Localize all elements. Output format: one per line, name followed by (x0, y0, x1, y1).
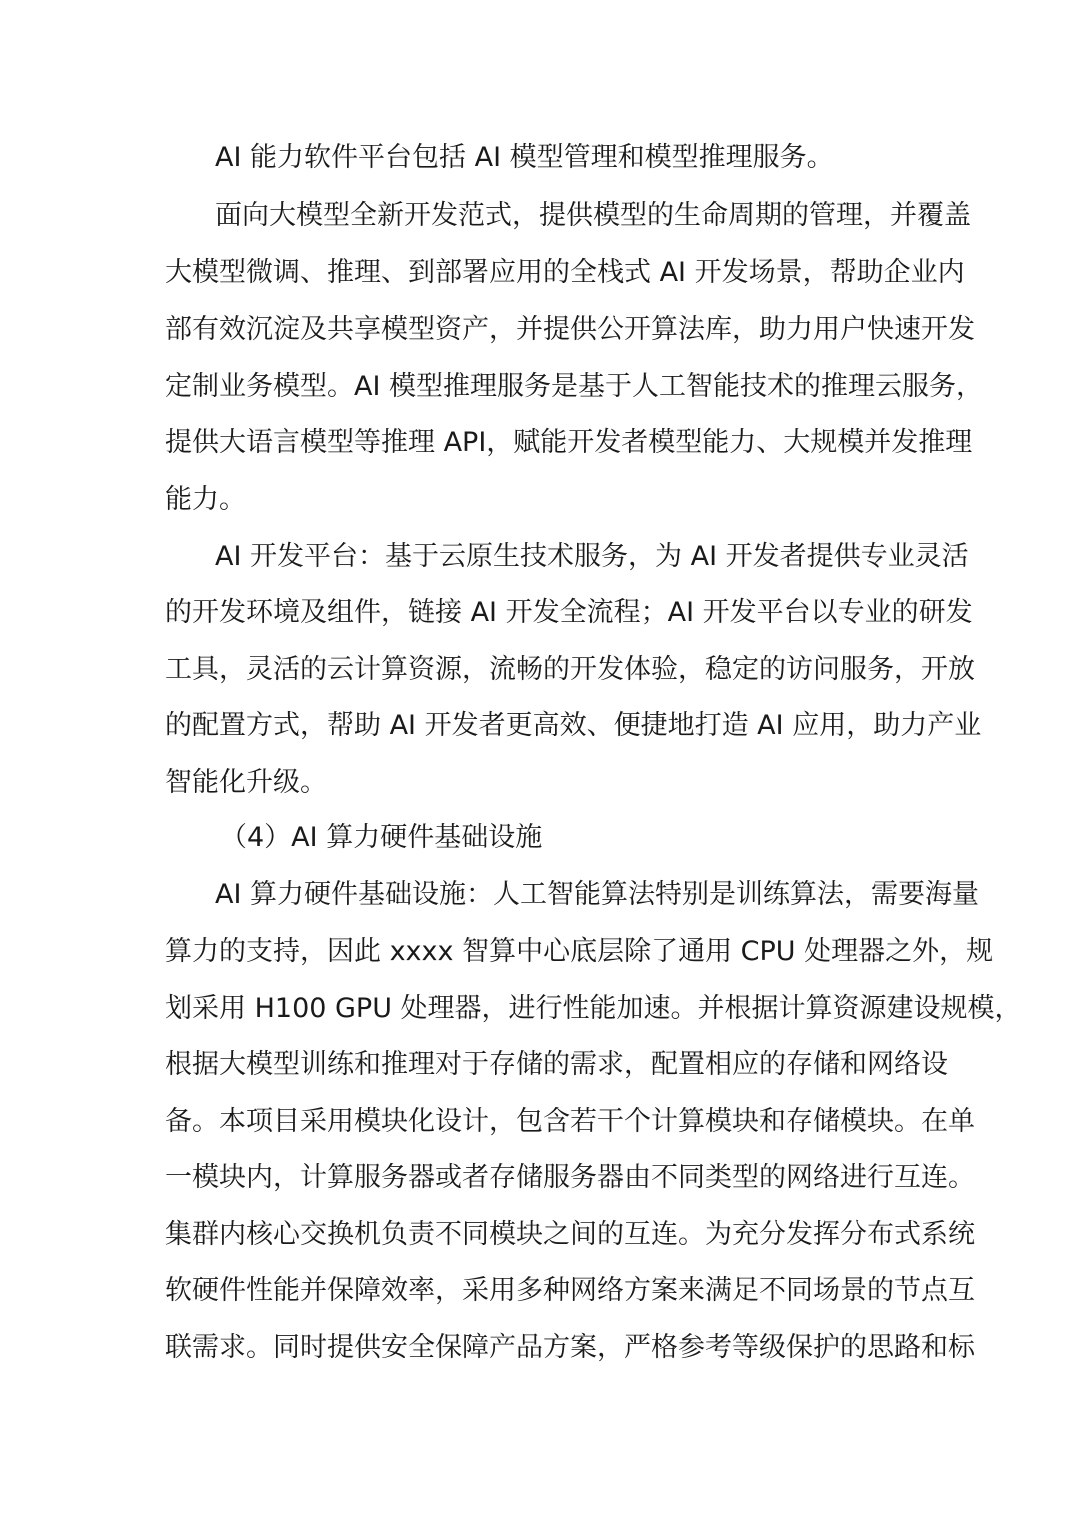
text-line: 集群内核心交换机负责不同模块之间的互连。为充分发挥分布式系统 (165, 1219, 975, 1250)
text-line: 的开发环境及组件，链接 AI 开发全流程；AI 开发平台以专业的研发 (165, 597, 973, 628)
text-line: AI 能力软件平台包括 AI 模型管理和模型推理服务。 (215, 142, 834, 173)
text-line: 能力。 (165, 484, 246, 515)
text-line: 面向大模型全新开发范式，提供模型的生命周期的管理，并覆盖 (215, 200, 971, 231)
text-line: 备。本项目采用模块化设计，包含若干个计算模块和存储模块。在单 (165, 1106, 975, 1137)
text-line: 提供大语言模型等推理 API，赋能开发者模型能力、大规模并发推理 (165, 427, 973, 458)
text-line: 软硬件性能并保障效率，采用多种网络方案来满足不同场景的节点互 (165, 1275, 975, 1306)
text-line: AI 开发平台：基于云原生技术服务，为 AI 开发者提供专业灵活 (215, 541, 969, 572)
text-line: 定制业务模型。AI 模型推理服务是基于人工智能技术的推理云服务， (165, 371, 984, 402)
text-line: 工具，灵活的云计算资源，流畅的开发体验，稳定的访问服务，开放 (165, 654, 975, 685)
text-line: 算力的支持，因此 xxxx 智算中心底层除了通用 CPU 处理器之外，规 (165, 936, 994, 967)
text-line: 根据大模型训练和推理对于存储的需求，配置相应的存储和网络设 (165, 1049, 948, 1080)
text-line: 划采用 H100 GPU 处理器，进行性能加速。并根据计算资源建设规模， (165, 993, 1022, 1024)
text-line: 联需求。同时提供安全保障产品方案，严格参考等级保护的思路和标 (165, 1332, 975, 1363)
text-line: 部有效沉淀及共享模型资产，并提供公开算法库，助力用户快速开发 (165, 314, 975, 345)
text-line: 的配置方式，帮助 AI 开发者更高效、便捷地打造 AI 应用，助力产业 (165, 710, 982, 741)
text-line: AI 算力硬件基础设施：人工智能算法特别是训练算法，需要海量 (215, 879, 980, 910)
text-line: 大模型微调、推理、到部署应用的全栈式 AI 开发场景，帮助企业内 (165, 257, 965, 288)
section-heading: （4）AI 算力硬件基础设施 (220, 822, 543, 853)
text-line: 智能化升级。 (165, 767, 327, 798)
text-line: 一模块内，计算服务器或者存储服务器由不同类型的网络进行互连。 (165, 1162, 975, 1193)
